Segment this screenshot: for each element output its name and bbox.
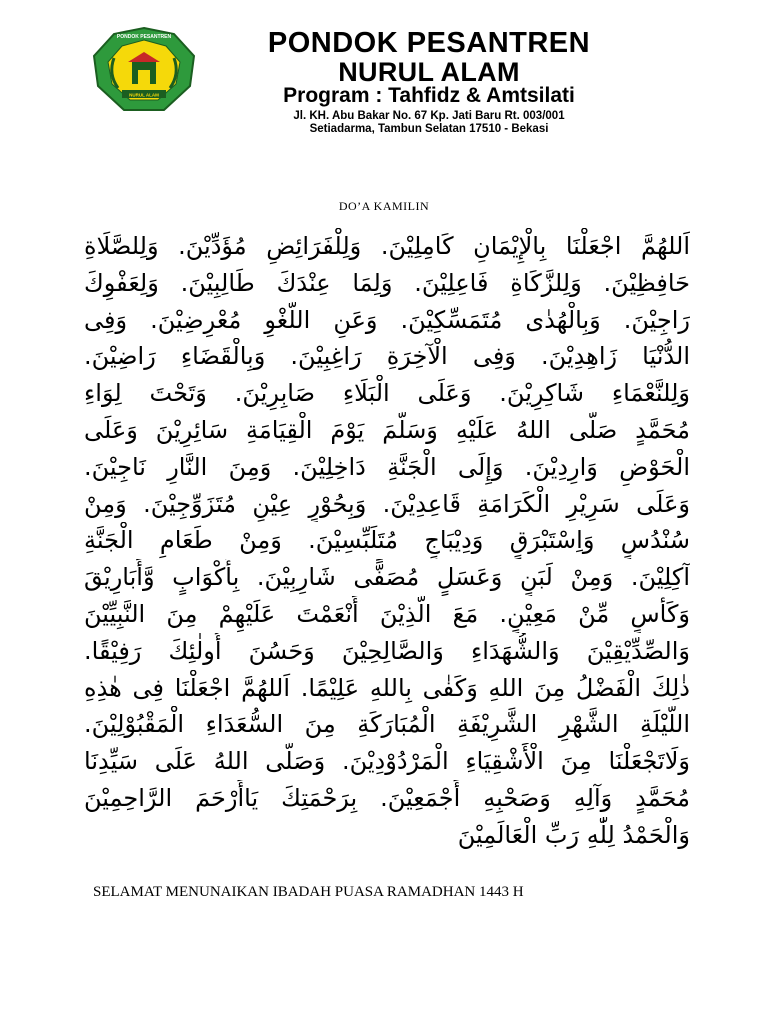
closing-greeting: SELAMAT MENUNAIKAN IBADAH PUASA RAMADHAN 1443 H <box>93 884 524 900</box>
program-line: Program : Tahfidz & Amtsilati <box>283 84 575 107</box>
prayer-line: وَكَأْسٍ مِّنْ مَعِيْنٍ. مَعَ الَّذِيْنَ أَنْعَمْتَ عَلَيْهِمْ مِنَ النَّبِيِّيْنَ <box>84 599 690 628</box>
prayer-line: وَلِلنَّعْمَاءِ شَاكِرِيْنَ. وَعَلَى الْبَلَاءِ صَابِرِيْنَ. وَتَحْتَ لِوَاءِ <box>84 379 690 408</box>
pesantren-logo <box>88 26 200 114</box>
prayer-line: حَافِظِيْنَ. وَلِلزَّكَاةِ فَاعِلِيْنَ. وَلِمَا عِنْدَكَ طَالِبِيْنَ. وَلِعَفْوِكَ <box>84 268 690 297</box>
prayer-line: آكِلِيْنَ. وَمِنْ لَبَنٍ وَعَسَلٍ مُصَفًّى شَارِبِيْنَ. بِأَكْوَابٍ وَّأَبَارِيْقَ <box>84 563 690 592</box>
institution-name: PONDOK PESANTREN <box>267 27 591 59</box>
prayer-line: وَعَلَى سَرِيْرِ الْكَرَامَةِ قَاعِدِيْنَ. وَبِحُوْرٍ عِيْنٍ مُتَزَوِّجِيْنَ. وَمِنْ <box>84 489 690 518</box>
prayer-line: اللَّيْلَةِ الشَّهْرِ الشَّرِيْفَةِ الْمُبَارَكَةِ مِنَ السُّعَدَاءِ الْمَقْبُوْلِيْنَ. <box>84 710 690 739</box>
prayer-text <box>84 228 690 854</box>
prayer-line: مُحَمَّدٍ وَآلِهِ وَصَحْبِهِ أَجْمَعِيْنَ. بِرَحْمَتِكَ يَاأَرْحَمَ الرَّاحِمِيْنَ <box>84 783 690 812</box>
prayer-line: الْحَوْضِ وَارِدِيْنَ. وَإِلَى الْجَنَّةِ دَاخِلِيْنَ. وَمِنَ النَّارِ نَاجِيْنَ. <box>84 452 690 481</box>
prayer-line: ذٰلِكَ الْفَضْلُ مِنَ اللهِ وَكَفٰى بِاللهِ عَلِيْمًا. اَللهُمَّ اجْعَلْنَا فِى هٰذِهِ <box>84 673 690 702</box>
prayer-line: رَاجِيْنَ. وَبِالْهُدٰى مُتَمَسِّكِيْنَ. وَعَنِ اللَّغْوِ مُعْرِضِيْنَ. وَفِى <box>84 305 690 334</box>
prayer-line: وَالْحَمْدُ لِلّٰهِ رَبِّ الْعَالَمِيْنَ <box>457 820 690 849</box>
prayer-line: سُنْدُسٍ وَاِسْتَبْرَقٍ وَدِيْبَاجٍ مُتَلَبِّسِيْنَ. وَمِنْ طَعَامِ الْجَنَّةِ <box>84 526 690 555</box>
prayer-line: وَالصِّدِّيْقِيْنَ وَالشُّهَدَاءِ وَالصَّالِحِيْنَ وَحَسُنَ أُولٰئِكَ رَفِيْقًا. <box>84 636 690 665</box>
institution-subname: NURUL ALAM <box>338 57 520 87</box>
prayer-line: مُحَمَّدٍ صَلَّى اللهُ عَلَيْهِ وَسَلَّمَ يَوْمَ الْقِيَامَةِ سَائِرِيْنَ وَعَلَى <box>84 415 690 444</box>
prayer-line: الدُّنْيَا زَاهِدِيْنَ. وَفِى الْآخِرَةِ رَاغِبِيْنَ. وَبِالْقَضَاءِ رَاضِيْنَ. <box>84 342 690 371</box>
document-title: DO’A KAMILIN <box>338 199 430 213</box>
prayer-line: وَلَاتَجْعَلْنَا مِنَ الْأَشْقِيَاءِ الْمَرْدُوْدِيْنَ. وَصَلَّى اللهُ عَلَى سَيِّدِنَا <box>84 747 690 776</box>
svg-text:PONDOK PESANTREN: PONDOK PESANTREN <box>116 34 172 40</box>
address-line-2: Setiadarma, Tambun Selatan 17510 - Bekasi <box>309 123 549 135</box>
address-line-1: Jl. KH. Abu Bakar No. 67 Kp. Jati Baru Rt. 003/001 <box>293 110 565 122</box>
prayer-line: اَللهُمَّ اجْعَلْنَا بِالْإِيْمَانِ كَامِلِيْنَ. وَلِلْفَرَائِضِ مُؤَدِّيْنَ. وَلِلصَّلَاةِ <box>84 232 690 260</box>
svg-text:NURUL ALAM: NURUL ALAM <box>129 92 159 98</box>
